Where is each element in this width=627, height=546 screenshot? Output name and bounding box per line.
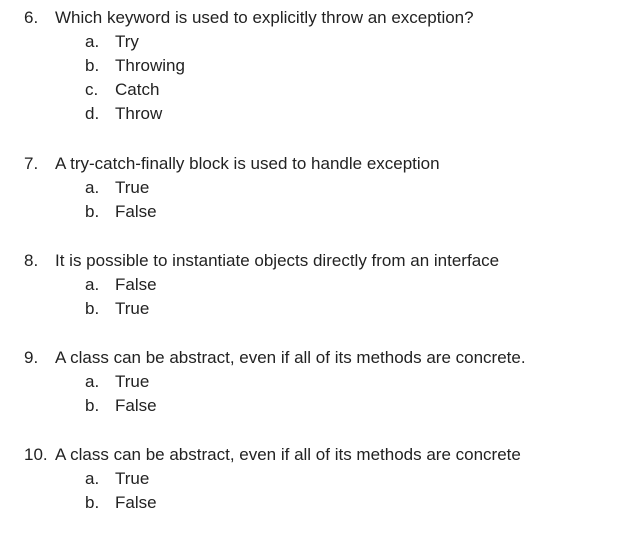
question-10 — [24, 443, 624, 515]
question-number: 7. — [24, 154, 39, 173]
option-text: False — [115, 396, 157, 415]
question-line — [24, 346, 624, 370]
option-item — [24, 78, 624, 102]
option-letter: d. — [85, 104, 100, 123]
question-7 — [24, 152, 624, 224]
option-letter: a. — [85, 275, 100, 294]
question-number: 10. — [24, 445, 48, 464]
question-number: 6. — [24, 8, 39, 27]
option-text: Throw — [115, 104, 163, 123]
question-text: A class can be abstract, even if all of its methods are concrete. — [55, 348, 526, 367]
question-text: A class can be abstract, even if all of its methods are concrete — [55, 445, 521, 464]
question-line — [24, 152, 624, 176]
option-item — [24, 394, 624, 418]
option-list — [24, 467, 624, 515]
option-letter: b. — [85, 299, 100, 318]
option-letter: a. — [85, 32, 100, 51]
question-line — [24, 443, 624, 467]
option-text: Catch — [115, 80, 160, 99]
option-item — [24, 297, 624, 321]
option-letter: a. — [85, 178, 100, 197]
option-item — [24, 54, 624, 78]
option-item — [24, 102, 624, 126]
option-letter: c. — [85, 80, 99, 99]
option-letter: b. — [85, 202, 100, 221]
question-text: It is possible to instantiate objects directly from an interface — [55, 251, 500, 270]
option-list — [24, 273, 624, 321]
option-letter: b. — [85, 493, 100, 512]
option-text: Try — [115, 32, 139, 51]
option-text: True — [115, 469, 150, 488]
option-list — [24, 30, 624, 126]
option-text: False — [115, 275, 157, 294]
option-text: True — [115, 178, 150, 197]
option-item — [24, 273, 624, 297]
question-8 — [24, 249, 624, 321]
option-text: Throwing — [115, 56, 185, 75]
option-item — [24, 200, 624, 224]
question-number: 8. — [24, 251, 39, 270]
option-text: True — [115, 299, 150, 318]
question-text: Which keyword is used to explicitly throw an exception? — [55, 8, 474, 27]
question-6 — [24, 6, 624, 126]
option-item — [24, 467, 624, 491]
option-item — [24, 176, 624, 200]
option-text: False — [115, 202, 157, 221]
question-line — [24, 249, 624, 273]
option-letter: a. — [85, 372, 100, 391]
option-letter: b. — [85, 396, 100, 415]
option-letter: b. — [85, 56, 100, 75]
question-line — [24, 6, 624, 30]
option-text: False — [115, 493, 157, 512]
option-list — [24, 176, 624, 224]
question-text: A try-catch-finally block is used to handle exception — [55, 154, 440, 173]
option-text: True — [115, 372, 150, 391]
option-list — [24, 370, 624, 418]
option-item — [24, 491, 624, 515]
option-item — [24, 370, 624, 394]
question-number: 9. — [24, 348, 39, 367]
question-9 — [24, 346, 624, 418]
option-item — [24, 30, 624, 54]
option-letter: a. — [85, 469, 100, 488]
